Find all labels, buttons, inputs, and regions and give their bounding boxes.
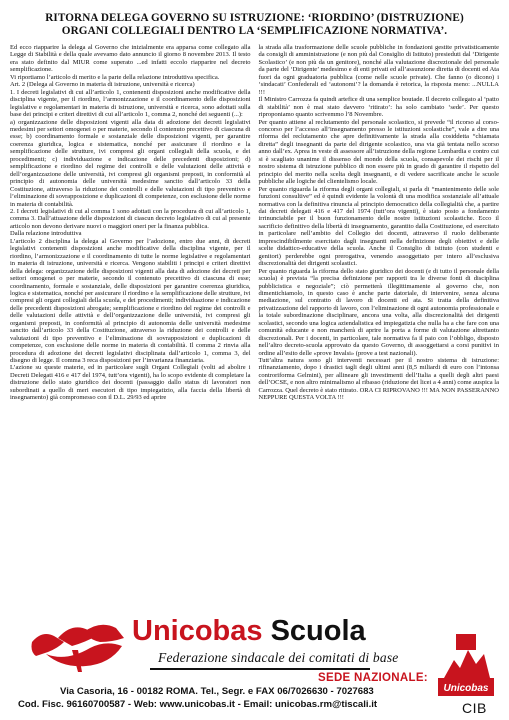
article-body bbox=[10, 44, 499, 564]
left-column-paragraph: a) organizzazione delle disposizioni vigenti alla data di adozione dei decreti legislativi medesimi per settori omogenei o per materie, secondo il contenuto precettivo di ciascuna di esse; b) coordinamento formale e sostanziale delle disposizioni vigenti, per garantire coerenza giuridica, logica e sistematica, nonché per assicurare il riordino e la semplificazione delle strutture, ivi compresi gli organi collegiali della scuola, e dei procedimenti; c) individuazione e indicazione delle precedenti disposizioni; d) semplificazione e riordino del regime dei controlli e delle valutazioni delle attività e dell’organizzazione delle università, ivi compresi gli organismi preposti, in conformità al principio di autonomia delle università medesime sancito dall’articolo 33 della Costituzione, attraverso la riduzione dei controlli e delle valutazioni di tipo preventivo e l’eliminazione di sovrapposizione e duplicazioni di competenze, con esclusione delle norme in materia di contabilità. bbox=[10, 118, 251, 208]
sede-label: SEDE NAZIONALE: bbox=[318, 672, 428, 684]
left-column-paragraph: L’azione su queste materie, ed in particolare sugli Organi Collegiali (volti ad abolire i Decreti Delegati 416 e 417 del 1974, tutt’ora vigenti), ha lo scopo evidente di completare la distruzione dello stato giuridico dei docenti (passaggio dallo status di lavoratori non subordinati a quello di meri esecutori di tipo impiegatizio, alla faccia della libertà di insegnamento) già compromesso con il D.L. 29/93 ed aprire bbox=[10, 364, 251, 402]
headline bbox=[10, 12, 499, 38]
cib-label: CIB bbox=[462, 700, 487, 716]
right-column-paragraph: Il Ministro Carrozza fa quindi artefice di una semplice boutade. Il decreto collegato al ‘patto di stabilità’ non è mai stato davvero ‘ritirato’: ha solo cambiato ‘sede’. Per questo riproponiamo quanto scrivemmo l’8 Novembre. bbox=[258, 96, 499, 119]
right-column-paragraph: Per quanto riguarda la riforma dello stato giuridico dei docenti (e di tutto il personale della scuola) è prevista “la precisa definizione per rapporti tra le diverse fonti di disciplina pubblicistica e negoziale”; ciò permetterà illegittimamente al governo che, non dimentichiamolo, in questo caso è anche parte datoriale, di intervenire, senza alcuna mediazione, sul contratto di lavoro di docenti ed ata. Si tratta della definitiva privatizzazione del rapporto di lavoro, con l’eliminazione di ogni autonomia professionale e la totale subordinazione disciplinare, ancora una volta, alla discrezionalità dei dirigenti scolastici, secondo una logica aziendalistica ed impiegatizia che nulla ha a che fare con una comunità educante e non mancherà di aprire la porta a forme di valutazione altrettanto discrezionali. Per i docenti, in particolare, tale normativa fa il paio con l’obbligo, disposto nell’altro decreto-scuola approvato da questo Governo, di assoggettarsi a corsi punitivi in ordine all’esito delle «prove Invalsi» (prove a test nazionali). bbox=[258, 267, 499, 357]
address-line: Via Casoria, 16 - 00182 ROMA. Tel., Segr. e FAX 06/7026630 - 7027683 bbox=[60, 686, 374, 697]
left-column-paragraph: Art. 2 (Delega al Governo in materia di istruzione, università e ricerca) bbox=[10, 81, 195, 89]
left-column-paragraph: 2. I decreti legislativi di cui al comma 1 sono adottati con la procedura di cui all’articolo 1, comma 3. Dall’attuazione delle disposizioni di ciascun decreto legislativo di cui al presente articolo non devono derivare nuovi o maggiori oneri per la finanza pubblica. bbox=[10, 207, 251, 230]
right-column bbox=[259, 44, 500, 564]
left-column-paragraph: Ed ecco riapparire la delega al Governo che inizialmente era apparsa come collegato alla Legge di Stabilità e della quale avevamo dato annuncio il giorno 8 novembre 2013. Il testo era stato definito dal MIUR come superato ...ed infatti eccolo riapparire nel decreto semplificazione. bbox=[10, 44, 251, 74]
footer bbox=[0, 606, 509, 720]
brand-name-red: Unicobas bbox=[132, 615, 263, 647]
right-column-paragraph: Tutt’altra natura sono gli interventi necessari per il nostro sistema di istruzione: rifinanziamento, dopo i drastici tagli degli ultimi anni (8,5 miliardi di euro con l’intonsa controriforma Gelmini), per allineare gli investimenti dell’Italia a quelli degli altri paesi dell’OCSE, e non altro minimalismo al ribasso (riduzione dei licei a 4 anni) come auspica la Carrozza. Quel decreto è stato ritirato. ORA CI RIPROVANO !!! MA NON PASSERANNO NEPPURE QUESTA VOLTA !!! bbox=[258, 357, 499, 402]
fiscal-contacts-line: Cod. Fisc. 96160700587 - Web: www.unicobas.it - Email: unicobas.rm@tiscali.it bbox=[18, 699, 378, 710]
headline-line-1: RITORNA DELEGA GOVERNO SU ISTRUZIONE: ‘RIORDINO’ (DISTRUZIONE) bbox=[45, 12, 464, 24]
left-column-paragraph: Dalla relazione introduttiva bbox=[10, 230, 82, 238]
right-column-paragraph: Per quanto attiene al reclutamento del personale scolastico, si prevede “il ricorso al corso-concorso per l’accesso all’insegnamento presso le istituzioni scolastiche”, vale a dire una riforma del reclutamento che apre definitivamente la strada alla cosiddetta “chiamata diretta” degli insegnanti da parte del dirigente scolastico, una via già tentata nello scorso anno dall’ex. Aprea in veste di assessore all’istruzione della regione Lombardia e contro cui si è scagliato unanime il dissenso del mondo della scuola, consapevole dei rischi per il nostro sistema di istruzione pubblico di non essere più in grado di garantire il rispetto del principio del merito nella scelta degli insegnanti, e di vedere sacrificate anche le scuole pubbliche alle logiche del clientelismo locale. bbox=[258, 118, 499, 186]
left-column-paragraph: 1. I decreti legislativi di cui all’articolo 1, contenenti disposizioni anche modificative della disciplina vigente, per il riordino, l’armonizzazione e il coordinamento delle disposizioni legislative e regolamentari in materia di istruzione, università e ricerca, sono adottati sulla base dei principi e criteri direttivi di cui all’articolo 1, comma 2, nonché dei seguenti (...): bbox=[10, 88, 251, 119]
left-column bbox=[10, 44, 251, 564]
right-column-paragraph: la strada alla trasformazione delle scuole pubbliche in fondazioni gestite privatisticamente da consigli di amministrazione (e non più dal Consiglio di Istituto) presieduti dal ‘Dirigente Scolastico’ (e non più da un genitore), nonché alla valutazione discrezionale del personale da parte del ‘Dirigente’ medesimo e di enti privati ed all’assunzione diretta di docenti ed Ata fuori da ogni graduatoria pubblica (come nelle scuole private). Che fanno (o dicono) i ‘sindacati’ Confederali ed ‘autonomi’? la domanda è retorica, la risposta meno: ...NULLA !!! bbox=[258, 44, 499, 96]
tagline-rule bbox=[150, 668, 370, 670]
left-column-paragraph: Vi riportiamo l’articolo di merito e la parte della relazione introduttiva specifica. bbox=[10, 73, 220, 81]
left-column-paragraph: L’articolo 2 disciplina la delega al Governo per l’adozione, entro due anni, di decreti legislativi contenenti disposizioni anche modificative della disciplina vigente, per il riordino, l’armonizzazione e il coordinamento di tutte le norme legislative e regolamentari in materia di istruzione, università e ricerca. Vengono stabiliti i principi e criteri direttivi della delega: organizzazione delle disposizioni vigenti alla data di adozione dei decreti per settori omogenei o per materie, secondo il contenuto precettivo di ciascuna di esse; coordinamento, formale e sostanziale, delle disposizioni per garantire coerenza giuridica, logica e sistematica, nonché per assicurare il riordino e la semplificazione delle strutture, ivi compresi gli organi collegiali della scuola, e dei procedimenti; individuazione e indicazione delle precedenti disposizioni abrogate; semplificazione e riordino del regime dei controlli e delle valutazioni delle attività e dell’organizzazione delle università, ivi compresi gli organismi preposti, in conformità al principio di autonomia delle università medesime sancito dall’articolo 33 della Costituzione, attraverso la riduzione dei controlli e delle valutazioni di tipo preventivo e l’eliminazione di sovrapposizioni e duplicazioni di competenze, con esclusione delle norme in materia di contabilità. Il comma 2 rinvia alla procedura di adozione dei decreti legislativi disciplinata dall’articolo 1, comma 3, del disegno di legge. Il comma 3 reca disposizioni per l’invarianza finanziaria. bbox=[10, 237, 251, 365]
cib-logo-word: Unicobas bbox=[443, 683, 489, 694]
headline-line-2: ORGANI COLLEGIALI DENTRO LA ‘SEMPLIFICAZIONE NORMATIVA’. bbox=[61, 25, 448, 37]
right-column-paragraph: Per quanto riguarda la riforma degli organi collegiali, si parla di “mantenimento delle sole funzioni consultive” ed è quindi evidente la volontà di una modifica sostanziale all’attuale normativa con la definitiva rinuncia al principio democratico della collegialità che, a partire dai decreti delegati 416 e 417 del 1974 (tutt’ora vigenti), è stato posto a fondamento irrinunciabile per il buon funzionamento delle nostre istituzioni scolastiche. Ecco il sacrificio definitivo della libertà di insegnamento, garantito dalla Costituzione, ed esercitato in particolare nell’ambito del Collegio dei docenti, attraverso il ruolo deliberante imprescindibilmente esercitato dagli insegnanti nella definizione degli obiettivi e delle scelte didattico-educative della scuola. Anche il Consiglio di istituto (con studenti e genitori) perderebbe ogni prerogativa, venendo assoggettato per intero all’esclusiva discrezionalità dei dirigenti scolastici. bbox=[258, 185, 499, 268]
tagline: Federazione sindacale dei comitati di base bbox=[158, 650, 399, 665]
brand-name bbox=[132, 616, 366, 646]
brand-name-black: Scuola bbox=[262, 615, 366, 647]
unicobas-red-hands-logo-icon bbox=[28, 612, 128, 674]
